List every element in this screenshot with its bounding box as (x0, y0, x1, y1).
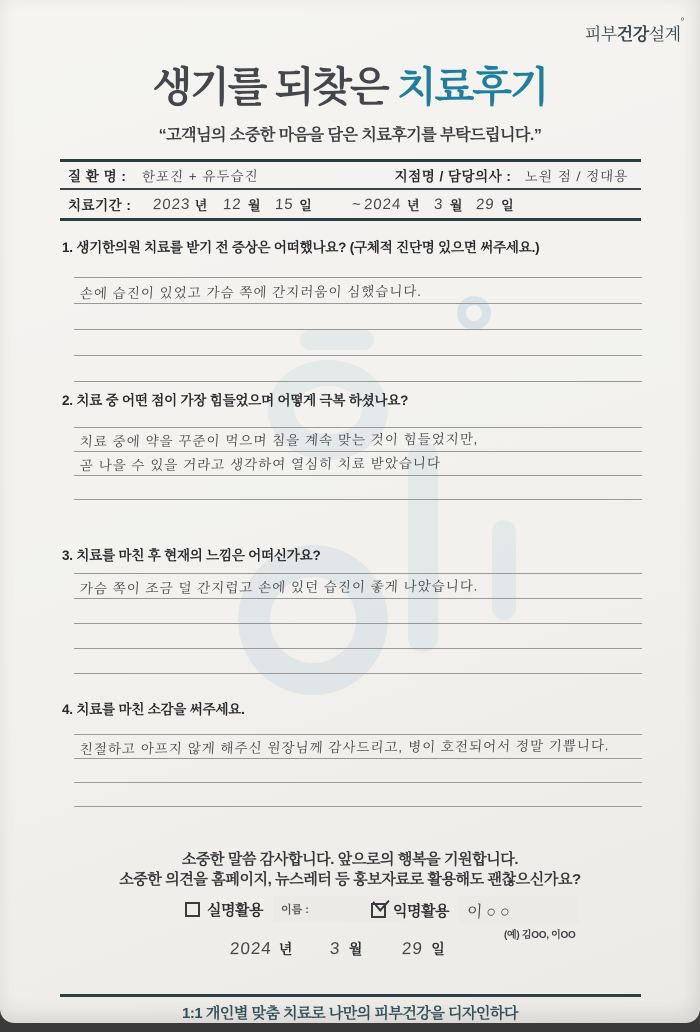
ruled-line (74, 330, 642, 356)
date-month-handwriting: 3 (329, 938, 342, 959)
anonymous-consent-group (371, 896, 579, 924)
disease-cell (68, 165, 395, 185)
period-end-month-handwriting: 3 (433, 195, 444, 213)
footer-slogan: 1:1 개인별 맞춤 치료로 나만의 피부건강을 디자인하다 (182, 1005, 518, 1022)
ruled-line (74, 356, 642, 382)
date-year-unit: 년 (278, 941, 293, 957)
ruled-line (74, 404, 642, 428)
realname-label: 실명활용 (207, 901, 263, 919)
answer-1-handwriting: 손에 습진이 있었고 가슴 쪽에 간지러움이 심했습니다. (79, 283, 423, 302)
branch-value-handwriting: 노원 점 / 정대용 (524, 168, 630, 185)
period-end-month-unit: 월 (449, 197, 463, 213)
period-end-day-handwriting: 29 (475, 195, 496, 213)
page-title (0, 54, 700, 113)
disease-label: 질 환 명 : (68, 169, 127, 184)
answer-2-line1-handwriting: 치료 중에 약을 꾸준이 먹으며 침을 계속 맞는 것이 힘들었지만, (79, 431, 480, 450)
branch-label: 지점명 / 담당의사 : (394, 169, 512, 184)
period-end-year-unit: 년 (407, 197, 420, 213)
question-3-answer-area (74, 549, 642, 674)
name-field-label: 이름 : (280, 904, 309, 916)
date-year-handwriting: 2024 (229, 938, 273, 959)
date-month-unit: 월 (348, 941, 363, 957)
question-3-label: 3. 치료를 마친 후 현재의 느낌은 어떠신가요? (62, 548, 321, 563)
answer-2-line2-handwriting: 곧 나을 수 있을 거라고 생각하여 열심히 치료 받았습니다 (79, 455, 442, 474)
signature-date (230, 939, 445, 959)
anonymous-example-note: (예) 김OO, 이OO (504, 930, 576, 941)
ruled-line (74, 278, 642, 304)
ruled-line (74, 452, 642, 476)
ruled-line (74, 735, 642, 759)
anonymous-name-handwriting: 이○○ (466, 903, 515, 921)
anonymous-name-field (459, 896, 579, 924)
question-4-label: 4. 치료를 마친 소감을 써주세요. (62, 702, 245, 717)
period-start-year-handwriting: 2023 (152, 195, 192, 213)
anonymous-label: 익명활용 (393, 902, 449, 920)
disease-value-handwriting: 한포진 + 유두습진 (141, 168, 260, 185)
ruled-line (74, 783, 642, 807)
date-day-unit: 일 (431, 941, 445, 957)
realname-checkbox (185, 902, 200, 917)
question-2-label: 2. 치료 중 어떤 점이 가장 힘들었으며 어떻게 극복 하셨나요? (62, 393, 409, 408)
thanks-line-2: 소중한 의견을 홈페이지, 뉴스레터 등 홍보자료로 활용해도 괜찮으신가요? (119, 871, 581, 888)
ruled-line (74, 252, 642, 278)
ruled-line (74, 574, 642, 599)
brand-logo-part1: 피부 (584, 25, 617, 44)
page-title-highlight: 치료후기 (396, 64, 548, 110)
answer-4-handwriting: 친절하고 아프지 않게 해주신 원장님께 감사드리고, 병이 호전되어서 정말 기쁩니다. (79, 738, 611, 757)
question-4-answer-area (74, 711, 642, 807)
patient-info-table (60, 159, 641, 221)
ruled-line (74, 549, 642, 574)
brand-logo-degree-icon: ° (680, 17, 684, 28)
period-start-year-unit: 년 (194, 197, 208, 213)
ruled-line (74, 599, 642, 624)
period-start-month-handwriting: 12 (222, 195, 243, 213)
ruled-line (74, 476, 642, 500)
ruled-line (74, 624, 642, 649)
brand-logo-part2: 건강 (616, 25, 649, 44)
branch-cell (395, 165, 641, 185)
period-end-day-unit: 일 (501, 197, 514, 213)
period-label: 치료기간 : (68, 198, 132, 213)
question-1-answer-area (74, 252, 642, 382)
info-row-disease (60, 162, 641, 190)
ruled-line (74, 304, 642, 330)
period-end-year-handwriting: 2024 (363, 195, 402, 213)
ruled-line (74, 711, 642, 735)
ruled-line (74, 649, 642, 674)
info-row-period (60, 190, 641, 218)
question-1-label: 1. 생기한의원 치료를 받기 전 증상은 어떠했나요? (구체적 진단명 있으면 써주세요.) (62, 240, 540, 255)
period-start-day-handwriting: 15 (274, 195, 294, 213)
question-2-answer-area (74, 404, 642, 500)
ruled-line (74, 759, 642, 783)
footer-divider (60, 994, 641, 997)
page-title-prefix: 생기를 되찾은 (152, 64, 397, 110)
handdrawn-check-icon (372, 892, 389, 912)
date-day-handwriting: 29 (401, 938, 424, 959)
answer-3-handwriting: 가슴 쪽이 조금 덜 간지럽고 손에 있던 습진이 좋게 나았습니다. (79, 578, 480, 597)
page-subtitle: “고객님의 소중한 마음을 담은 치료후기를 부탁드립니다.” (158, 127, 542, 144)
thanks-line-1: 소중한 말씀 감사합니다. 앞으로의 행복을 기원합니다. (181, 851, 519, 868)
period-tilde-handwriting: ~ (351, 195, 363, 213)
ruled-line (74, 428, 642, 452)
brand-logo (584, 17, 684, 45)
period-start-day-unit: 일 (299, 197, 312, 213)
period-start-month-unit: 월 (248, 197, 261, 213)
anonymous-checkbox-checked (371, 903, 386, 918)
brand-logo-part3: 설계 (648, 25, 681, 44)
